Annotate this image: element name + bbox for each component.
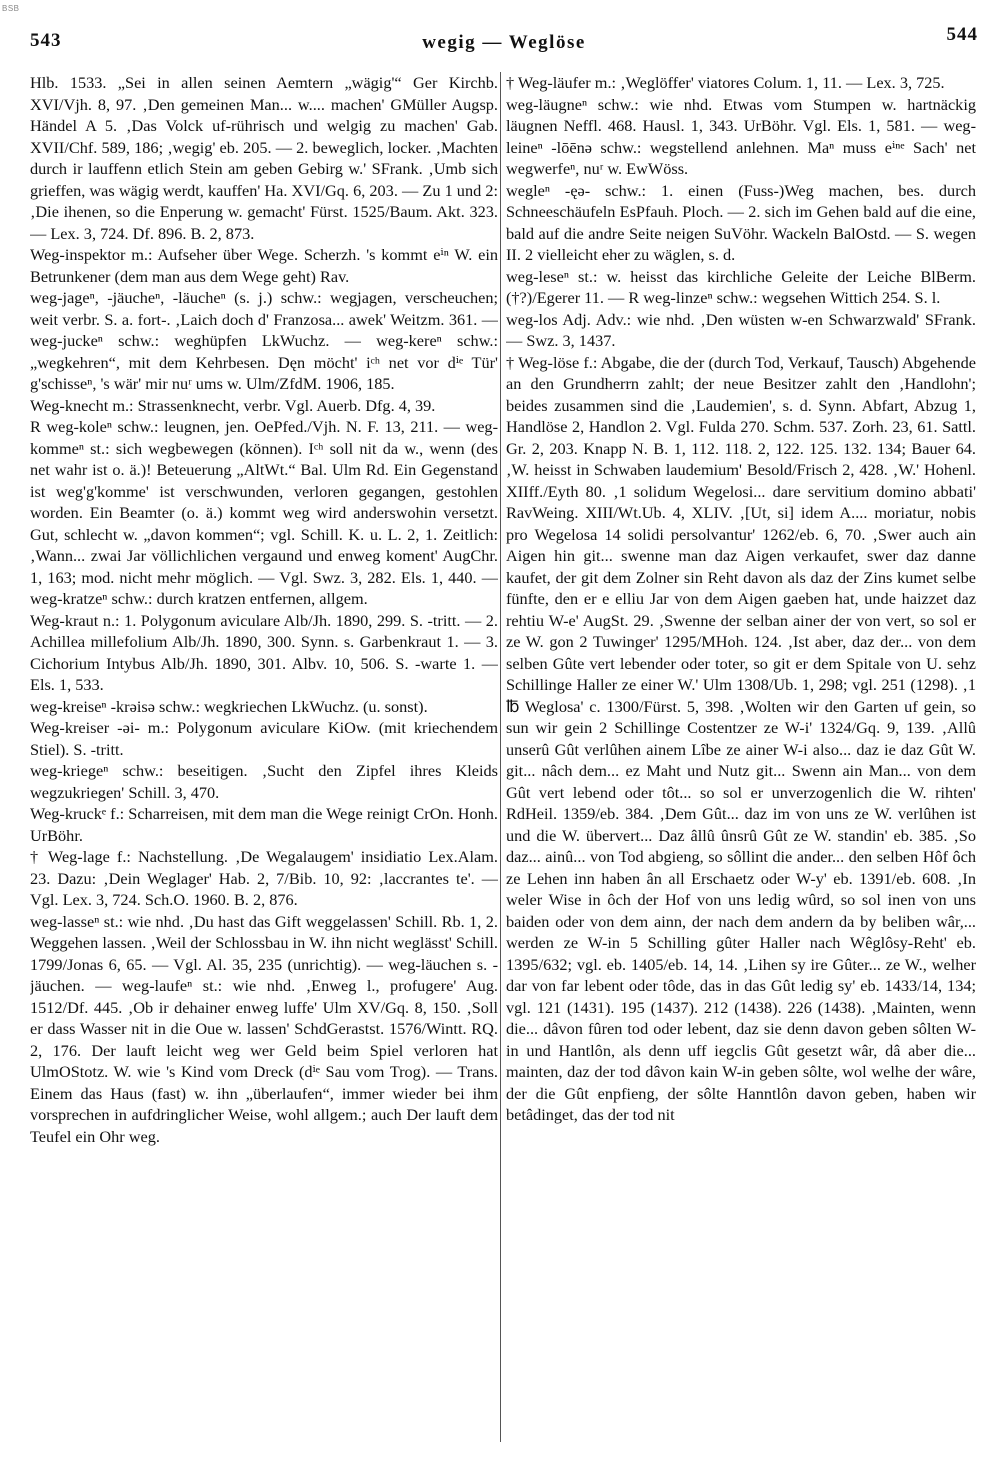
dictionary-entry: weg-kreiseⁿ -krəisə schw.: wegkriechen LkWuchz. (u. sonst). [30,696,428,716]
page-number-left: 543 [30,30,62,51]
dictionary-entry: † Weg-löse f.: Abgabe, die der (durch Tod, Verkauf, Tausch) Abgehende an den Grundherrn zahlt; der neue Besitzer zahlt den ‚Handlohn'; beides zusammen sind die ‚Laudemien', s. d. Synn. Abfart, Abzug 1, Handlöse 2, Handlon 2. Vgl. Fulda 270. Schm. 537. Zorh. 23, 61. Sattl. Gr. 2, 203. Knapp N. B. 1, 112. 118. 2, 122. 125. 132. 134; Bauer 64. ‚W. heisst in Schwaben laudemium' Besold/Frisch 2, 428. ‚W.' Hohenl. XIIff./Eyth 80. ‚1 solidum Wegelosi... dare servitium domino abbati' RavWeing. XIII/Wt.Ub. 4, XLIV. ‚[Ut, si] idem A.... moriatur, nobis pro Wegelosa 14 solidi persolvantur' 1262/eb. 6, 70. ‚Swer auch ain Aigen hin git... swenne man daz Aigen verkaufet, swer daz danne kaufet, der git dem Zolner sin Reht davon als daz der Zins kumet selbe fünfte, den er e elliu Jar von dem Aigen gaeben hat, unde haizzet daz rehtiu W-e' AugSt. 29. ‚Swenne der selban ainer der von vert, so sol er ze W. gon 2 Tuwinger' 1295/MHoh. 124. ‚Ist aber, daz der... von dem selben Gûte vert lebender oder toter, so git er dem Spitale von U. sehz Schillinge Haller ze einer W.' Ulm 1308/Ub. 1, 298; vgl. 251 (1298). ‚1 ℔ Weglosa' c. 1300/Fürst. 5, 398. ‚Wolten wir den Garten uf gein, so sun wir gein 2 Schillinge Costentzer ze W-i' 1324/Gq. 9, 139. ‚Allû unserû Gût verlûhen ainem Lîbe ze ainer W-i also... daz ie daz Gût W. git... nâch dem... ez Maht und Nutz git... Swenn ain Man... von dem Gût vert lebend oder tôt... so sol er unverzogenlich die W. rihten' RdHeil. 1359/eb. 384. ‚Dem Gût... daz im von uns ze W. verlûhen ist und die W. übervert... Daz âllû ûnsrû Gût ze W. standin' eb. 385. ‚So daz... ainû... von Tod abgieng, so sôllint die ander... den selben Hôf ôch ze Lehen inn haben ân all Erschaetz oder W-y' eb. 1391/eb. 608. ‚In weler Wise in ôch der Hof von uns ledig wûrd, so sol inen von uns baiden oder von dem ainn, der nach dem andern da by beliben wâr,... werden ze W-in 5 Schilling gûter Haller nach Wêglôsy-Reht' eb. 1395/632; vgl. eb. 1405/eb. 14, 14. ‚Lihen sy ire Gûter... ze W., welher dar von far lebent oder tôde, das in das Gût ledig sy' eb. 1433/14, 134; vgl. 121 (1431). 195 (1437). 212 (1438). 226 (1438). ‚Mainten, wenn die... dâvon fûren tod oder lebent, daz sie denn davon geben sôlten W-in und Hantlôn, als denn uff iegclis Gût gesetzt wâr, dâ aber die... mainten, daz der tod dâvon kain W-in geben sôlte, wol welhe der wâre, der die Gût enpfieng, der sôlte Hanntlôn davon geben, haben wir betâdinget, das der tod nit [506,352,976,1124]
dictionary-entry: weg-kriegeⁿ schw.: beseitigen. ‚Sucht den Zipfel ihres Kleids wegzukriegen' Schill. 3, 470. [30,761,498,802]
dictionary-entry: Weg-inspektor m.: Aufseher über Wege. Scherzh. 's kommt eⁱⁿ W. ein Betrunkener (dem man aus dem Wege geht) Rav. [30,245,498,286]
left-column [30,72,498,1452]
dictionary-entry: R weg-koleⁿ schw.: leugnen, jen. OePfed./Vjh. N. F. 13, 211. — weg-kommeⁿ st.: sich wegbewegen (können). Iᶜʰ soll nit da w., wenn (des net wahr ist o. ä.)! Beteuerung „AltWt.“ Bal. Ulm Rd. Ein Gegenstand ist weg'g'komme' ist verschwunden, verloren gegangen, gestohlen worden. Ein Beamter (o. ä.) kommt weg wird anderswohin versetzt. Gut, schlecht w. „davon kommen“; vgl. Schill. K. u. L. 2, 1. Zeitlich: ‚Wann... zwai Jar völlichlichen vergaund und enweg koment' AugChr. 1, 163; mod. nicht mehr möglich. — Vgl. Swz. 3, 282. Els. 1, 440. — weg-kratzeⁿ schw.: durch kratzen entfernen, allgem. [30,417,498,608]
dictionary-entry: Weg-kruckᵉ f.: Scharreisen, mit dem man die Wege reinigt CrOn. Honh. UrBöhr. [30,804,498,845]
library-watermark: BSB [2,4,20,13]
running-title: wegig — Weglöse [422,32,586,53]
right-column [506,72,976,1452]
dictionary-entry: wegleⁿ -ęə- schw.: 1. einen (Fuss-)Weg machen, bes. durch Schneeschäufeln EsPfauh. Ploch. — 2. sich im Gehen bald auf die eine, bald auf die andre Seite neigen SuVöhr. Wackeln BalOstd. — S. wegen II. 2 vielleicht eher zu wäglen, s. d. [506,180,976,264]
dictionary-entry: weg-jageⁿ, -jäucheⁿ, -läucheⁿ (s. j.) schw.: wegjagen, verscheuchen; weit verbr. S. a. fort-. ‚Laich doch d' Franzosa... awek' Weitzm. 361. — weg-juckeⁿ schw.: weghüpfen LkWuchz. — weg-kereⁿ schw.: „wegkehren“, mit dem Kehrbesen. Dęn möcht' iᶜʰ net vor dⁱᵉ Tür' g'schisseⁿ, 's wär' mir nuʳ ums w. Ulm/ZfdM. 1906, 185. [30,288,498,393]
dictionary-entry: Hlb. 1533. „Sei in allen seinen Aemtern „wägig'“ Ger Kirchb. XVI/Vjh. 8, 97. ‚Den gemeinen Man... w.... machen' GMüller Augsp. Händel A 5. ‚Das Volck uf-rührisch und welgig zu machen' Gab. XVII/Chf. 589, 186; ‚wegig' eb. 205. — 2. beweglich, locker. ‚Machten durch ir lauffenn etlich Stein am geben Gebirg w.' SFrank. ‚Umb sich grieffen, was wägig werdt, kauffen' Ha. XVI/Gq. 6, 203. — Zu 1 und 2: ‚Die ihenen, so die Enperung w. gemacht' Fürst. 1525/Baum. Akt. 323. — Lex. 3, 724. Df. 896. B. 2, 873. [30,73,498,243]
dictionary-entry: weg-läugneⁿ schw.: wie nhd. Etwas vom Stumpen w. hartnäckig läugnen Neffl. 468. Hausl. 1, 343. UrBöhr. Vgl. Els. 1, 581. — weg-leineⁿ -lōēnə schw.: wegstellend anlehnen. Maⁿ muss eⁱⁿᵉ Sach' net wegwerfeⁿ, nuʳ w. EwWöss. [506,94,976,178]
dictionary-entry: weg-leseⁿ st.: w. heisst das kirchliche Geleite der Leiche BlBerm. (†?)/Egerer 11. — R weg-linzeⁿ schw.: wegsehen Wittich 254. S. l. [506,266,976,307]
dictionary-entry: † Weg-läufer m.: ‚Weglöffer' viatores Colum. 1, 11. — Lex. 3, 725. [506,73,945,92]
page-number-right: 544 [946,24,978,45]
column-divider [500,72,501,1442]
page-header [30,24,978,60]
dictionary-entry: weg-lasseⁿ st.: wie nhd. ‚Du hast das Gift weggelassen' Schill. Rb. 1, 2. Weggehen lassen. ‚Weil der Schlossbau in W. ihn nicht weglässt' Schill. 1799/Jonas 6, 65. — Vgl. Al. 35, 235 (unrichtig). — weg-läuchen s. -jäuchen. — weg-laufeⁿ st.: wie nhd. ‚Enweg l., profugere' Aug. 1512/Df. 445. ‚Ob ir dehainer enweg luffe' Ulm XV/Gq. 8, 150. ‚Soll er dass Wasser nit in die Oue w. lassen' SchdGerastst. 1576/Wintt. RQ. 2, 176. Der lauft leicht weg wer Geld beim Spiel verloren hat UlmOStotz. W. wie 's Kind vom Dreck (dⁱᵉ Sau vom Trog). — Trans. Einem das Haus (fast) w. ihn „überlaufen“, immer wieder bei ihm vorsprechen in aufdringlicher Weise, wohl allgem.; auch Der lauft dem Teufel ein Ohr weg. [30,911,498,1146]
dictionary-entry: Weg-kraut n.: 1. Polygonum aviculare Alb/Jh. 1890, 299. S. -tritt. — 2. Achillea millefolium Alb/Jh. 1890, 300. Synn. s. Garbenkraut 1. — 3. Cichorium Intybus Alb/Jh. 1890, 301. Albv. 10, 506. S. -warte 1. — Els. 1, 533. [30,610,498,694]
dictionary-entry: Weg-kreiser -əi- m.: Polygonum aviculare KiOw. (mit kriechendem Stiel). S. -tritt. [30,718,498,759]
dictionary-entry: weg-los Adj. Adv.: wie nhd. ‚Den wüsten w-en Schwarzwald' SFrank. — Swz. 3, 1437. [506,309,976,350]
dictionary-entry: † Weg-lage f.: Nachstellung. ‚De Wegalaugem' insidiatio Lex.Alam. 23. Dazu: ‚Dein Weglager' Hab. 2, 7/Bib. 10, 92: ‚laccrantes te'. — Vgl. Lex. 3, 724. Sch.O. 1960. B. 2, 876. [30,847,498,909]
dictionary-entry: Weg-knecht m.: Strassenknecht, verbr. Vgl. Auerb. Dfg. 4, 39. [30,395,436,415]
